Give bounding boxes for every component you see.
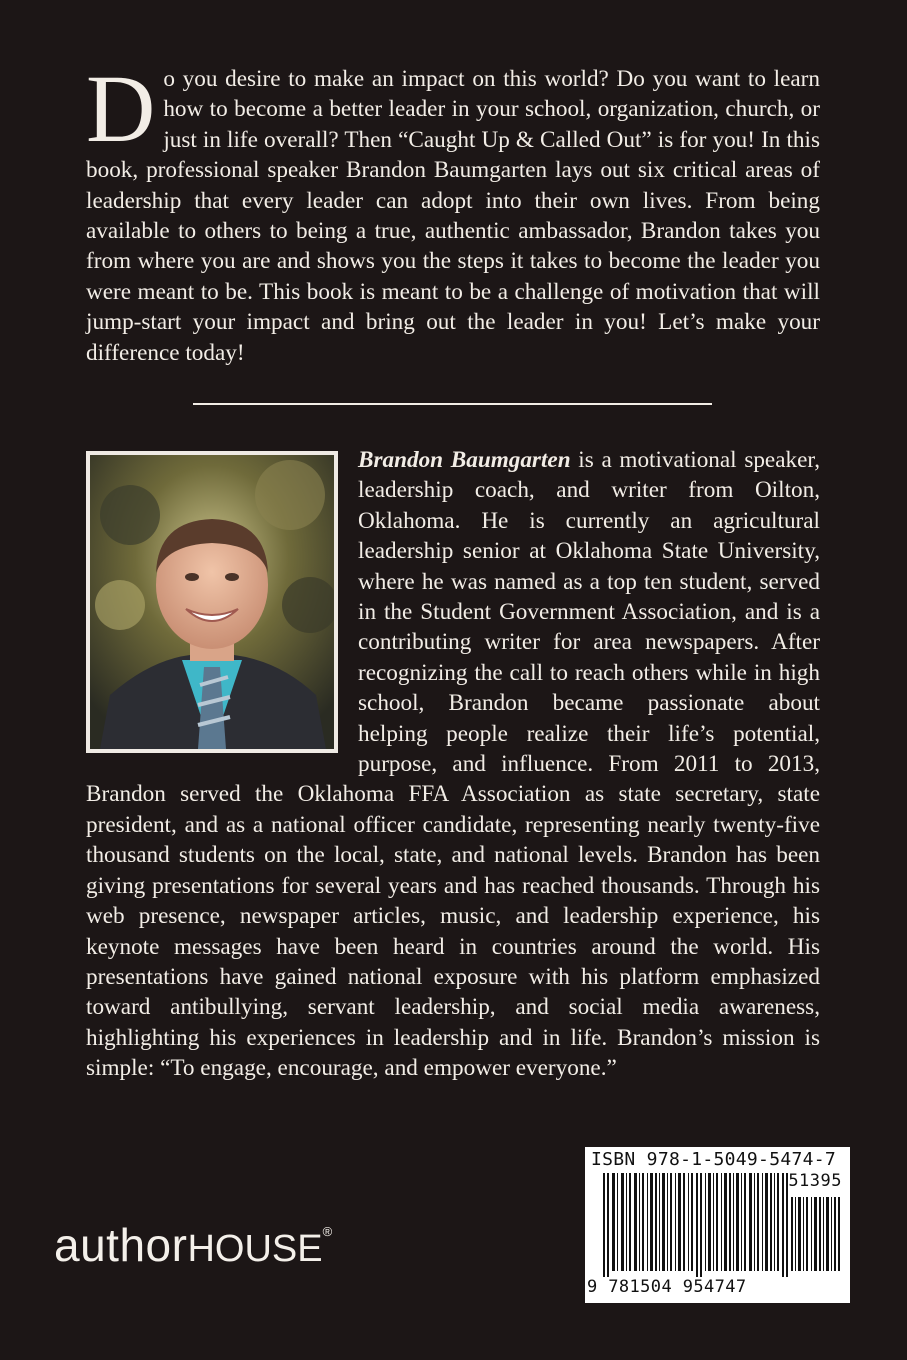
price-code: 51395 xyxy=(788,1171,842,1191)
drop-cap: D xyxy=(86,55,156,162)
photo-spacer xyxy=(86,445,358,761)
publisher-logo xyxy=(54,1218,332,1272)
section-divider xyxy=(193,403,712,405)
logo-house-text: HOUSE xyxy=(187,1228,323,1270)
ean-digits: 9 781504 954747 xyxy=(587,1277,747,1297)
registered-mark: ® xyxy=(322,1224,333,1239)
logo-author-text: author xyxy=(54,1219,188,1271)
isbn-label: ISBN 978-1-5049-5474-7 xyxy=(591,1149,837,1170)
author-name: Brandon Baumgarten xyxy=(358,447,571,473)
isbn-barcode xyxy=(585,1147,850,1303)
blurb-text: o you desire to make an impact on this world? Do you want to learn how to become a better leader in your school, organization, church, or just in life overall? Then “Caught Up & Called Out” is for you! In this book, professional speaker Brandon Baumgarten lays out six critical areas of leadership that every leader can adopt into their own lives. From being available to others to being a true, authentic ambassador, Brandon takes you from where you are and shows you the steps it takes to become the leader you were meant to be. This book is meant to be a challenge of motivation that will jump-start your impact and bring out the leader in you! Let’s make your difference today! xyxy=(86,66,820,366)
book-blurb xyxy=(86,55,820,368)
bio-text: is a motivational speaker, leadership coach, and writer from Oilton, Oklahoma. He is currently an agricultural leadership senior at Oklahoma State University, where he was named as a top ten student, served in the Student Government Association, and is a contributing writer for area newspapers. After recognizing the call to reach others while in high school, Brandon became passionate about helping people realize their life’s potential, purpose, and influence. From 2011 to 2013, Brandon served the Oklahoma FFA Association as state secretary, state president, and as a national officer candidate, representing nearly twenty-five thousand students on the local, state, and national levels. Brandon has been giving presentations for several years and has reached thousands. Through his web presence, newspaper articles, music, and leadership experience, his keynote messages have been heard in countries around the world. His presentations have gained national exposure with his platform emphasized toward antibullying, servant leadership, and social media awareness, highlighting his experiences in leadership and in life. Brandon’s mission is simple: “To engage, encourage, and empower everyone.” xyxy=(86,447,820,1082)
author-bio xyxy=(86,445,820,1084)
